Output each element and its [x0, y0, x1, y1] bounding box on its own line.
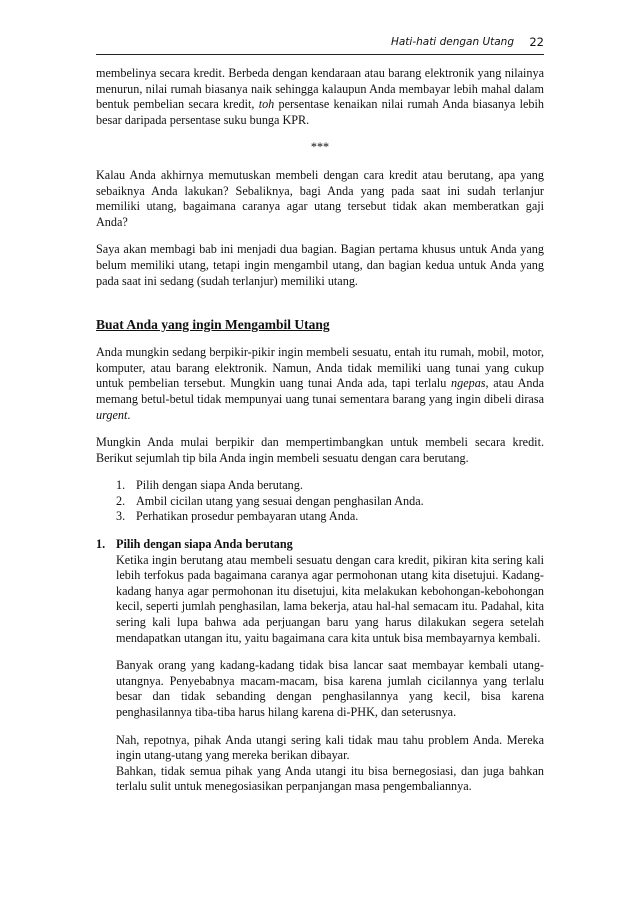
list-item: 2. Ambil cicilan utang yang sesuai dengan penghasilan Anda. — [116, 493, 424, 508]
intro-paragraph-2: Kalau Anda akhirnya memutuskan membeli dengan cara kredit atau berutang, apa yang sebaiknya Anda lakukan? Sebaliknya, bagi Anda yang pada saat ini sudah terlanjur memiliki utang, bagaimana caranya agar utang tersebut tidak akan memberatkan gaji Anda? — [96, 167, 544, 229]
running-header — [96, 36, 544, 55]
page-number: 22 — [529, 35, 544, 49]
list-item: 1. Pilih dengan siapa Anda berutang. — [116, 478, 303, 493]
tips-list — [96, 478, 544, 525]
list-item: 3. Perhatikan prosedur pembayaran utang Anda. — [116, 509, 359, 524]
section-paragraph-2: Mungkin Anda mulai berpikir dan mempertimbangkan untuk membeli secara kredit. Berikut sejumlah tip bila Anda ingin membeli sesuatu dengan cara berutang. — [96, 435, 544, 465]
section-separator: *** — [310, 140, 330, 155]
section-paragraph-1: Anda mungkin sedang berpikir-pikir ingin membeli sesuatu, entah itu rumah, mobil, motor, komputer, atau barang elektronik. Namun, Anda tidak memiliki uang tunai yang cukup untuk pembelian tersebut. Mungkin uang tunai Anda ada, tapi terlalu ngepas, atau Anda memang betul-betul tidak mempunyai uang tunai sementara barang yang ingin dibeli dirasa urgent. — [96, 345, 545, 422]
running-title: Hati-hati dengan Utang — [390, 36, 514, 48]
subsection-paragraph-2: Banyak orang yang kadang-kadang tidak bisa lancar saat membayar kembali utang-utangnya. Penyebabnya macam-macam, bisa karena jumlah cicilannya yang terlalu besar dan tidak sebanding dengan penghasilannya yang kecil, bisa karena penghasilannya tiba-tiba harus hilang karena di-PHK, dan seterusnya. — [116, 658, 544, 719]
intro-paragraph-1: membelinya secara kredit. Berbeda dengan kendaraan atau barang elektronik yang nilainya menurun, nilai rumah biasanya naik sehingga kalaupun Anda membayar lebih mahal dalam bentuk pembelian secara kredit, toh persentase kenaikan nilai rumah Anda biasanya lebih besar daripada persentase suku bunga KPR. — [96, 66, 545, 127]
subsection-paragraph-1: Ketika ingin berutang atau membeli sesuatu dengan cara kredit, pikiran kita sering kali lebih terfokus pada bagaimana caranya agar permohonan utang kita disetujui. Kadang-kadang hanya agar permohonan itu disetujui, kita melakukan kebohongan-kebohongan kecil, seperti jumlah penghasilan, lama bekerja, atau hal-hal semacam itu. Padahal, kita sering kali lupa bahwa ada perjuangan baru yang harus dilakukan segera setelah mendapatkan utangan itu, yaitu bagaimana cara kita untuk bisa membayarnya kembali. — [116, 552, 544, 645]
subsection-title: 1. Pilih dengan siapa Anda berutang — [96, 537, 293, 552]
subsection-body — [96, 553, 544, 795]
intro-paragraph-3: Saya akan membagi bab ini menjadi dua bagian. Bagian pertama khusus untuk Anda yang belum memiliki utang, tetapi ingin mengambil utang, dan bagian kedua untuk Anda yang pada saat ini sedang (sudah terlanjur) memiliki utang. — [96, 242, 544, 288]
subsection-paragraph-3: Nah, repotnya, pihak Anda utangi sering kali tidak mau tahu problem Anda. Mereka ingin utang-utang yang mereka berikan dibayar. — [116, 732, 544, 763]
section-heading: Buat Anda yang ingin Mengambil Utang — [96, 317, 330, 333]
subsection-paragraph-4: Bahkan, tidak semua pihak yang Anda utangi itu bisa bernegosiasi, dan juga bahkan terlalu sulit untuk menegosiasikan perpanjangan masa pengembaliannya. — [116, 763, 544, 794]
page-content — [96, 66, 544, 795]
